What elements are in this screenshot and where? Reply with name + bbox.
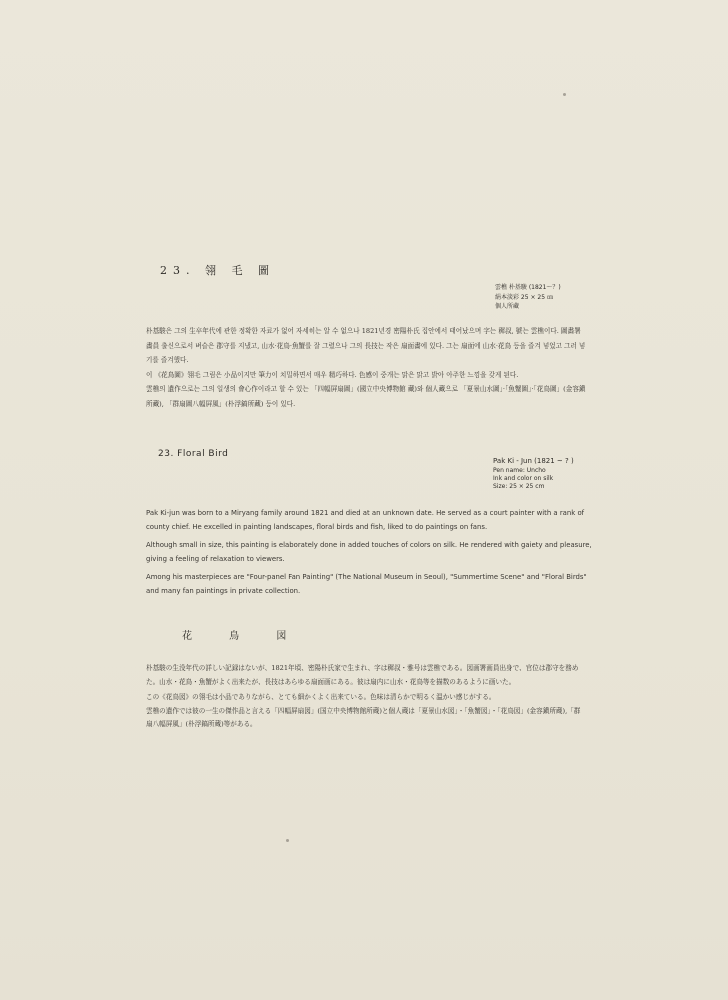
english-paragraph-2: Although small in size, this painting is elaborately done in added touches of colors on silk. He rendered with gaiety and pleasure, giving a feeling of relaxation to viewers. [146, 541, 592, 563]
japanese-paragraph-1: 朴基駿の生没年代の詳しい記録はないが、1821年頃、密陽朴氏家で生まれ、字は穉叔・雅号は雲樵である。図画署画員出身で、官位は郡守を務めた。山水・花鳥・魚蟹がよく出来たが、長技はあらゆる扇面画にある。彼は扇内に山水・花鳥等を描数のあるように画いた。 [146, 664, 579, 686]
english-title: 23. Floral Bird [158, 449, 229, 459]
japanese-paragraph-3: 雲樵の遺作では彼の一生の傑作品と言える「四幅屛扇図」(国立中央博物館所蔵)と個人蔵は「夏景山水図」・「魚蟹図」・「花鳥図」(金容鎭所蔵),「群扇八幅屛風」(朴浮鎬所蔵)等がある。 [146, 706, 581, 728]
english-meta-medium: Ink and color on silk [493, 475, 554, 482]
english-body [146, 507, 594, 598]
japanese-body [146, 662, 586, 732]
english-meta-artist: Pak Ki - Jun (1821 ~ ? ) [493, 457, 574, 465]
korean-meta [495, 283, 561, 312]
korean-meta-artist: 雲樵 朴基駿 (1821～？) [495, 284, 561, 291]
english-meta [493, 456, 574, 491]
korean-meta-medium: 絹本淡彩 25 × 25 ㎝ [495, 293, 553, 301]
korean-paragraph-2: 이 《花鳥圖》翎毛 그림은 小品이지만 筆力이 치밀하면서 매우 精巧하다. 色感이 중개는 맑은 맑고 밝아 아주한 느낌을 갖게 된다. [146, 370, 519, 379]
paper-speck [563, 93, 566, 96]
korean-paragraph-3: 雲樵의 遺作으로는 그의 일생의 會心作이라고 할 수 있는 「四幅屛扇圖」(國立中央博物館 藏)와 個人藏으로 「夏景山水圖」·「魚蟹圖」·「花鳥圖」(金容鎭所藏), 「群扇圖八幅屛風」(朴浮鎬所藏) 등이 있다. [146, 385, 586, 408]
english-meta-size: Size: 25 × 25 cm [493, 483, 545, 490]
english-paragraph-1: Pak Ki-jun was born to a Miryang family around 1821 and died at an unknown date. He served as a court painter with a rank of county chief. He excelled in painting landscapes, floral birds and fish, liked to do paintings on fans. [146, 509, 585, 531]
english-paragraph-3: Among his masterpieces are "Four-panel Fan Painting" (The National Museum in Seoul), "Summertime Scene" and "Floral Birds" and many fan paintings in private collection. [146, 573, 587, 595]
japanese-title: 花 鳥 図 [182, 631, 304, 642]
korean-body [146, 324, 586, 411]
english-meta-pen-name: Pen name: Uncho [493, 467, 546, 474]
korean-title: 23. 翎 毛 圖 [160, 264, 275, 277]
korean-meta-owner: 個人所藏 [495, 303, 520, 310]
korean-paragraph-1: 朴基駿은 그의 生卒年代에 관한 정확한 자료가 없어 자세히는 알 수 없으나 1821년경 密陽朴氏 집안에서 태어났으며 字는 穉叔, 號는 雲樵이다. 圖畵署 畵員 출신으로서 벼슬은 郡守를 지냈고, 山水·花鳥·魚蟹를 잘 그렸으나 그의 長技는 작은 扇面畵에 있다. 그는 扇面에 山水·花鳥 등을 즐겨 넣었고 그러 넣기를 즐겨했다. [146, 327, 586, 364]
japanese-paragraph-2: この《花鳥図》の翎毛は小品でありながら、とても細かくよく出来ている。色味は清らかで明るく温かい感じがする。 [146, 693, 496, 701]
paper-speck [286, 839, 289, 842]
